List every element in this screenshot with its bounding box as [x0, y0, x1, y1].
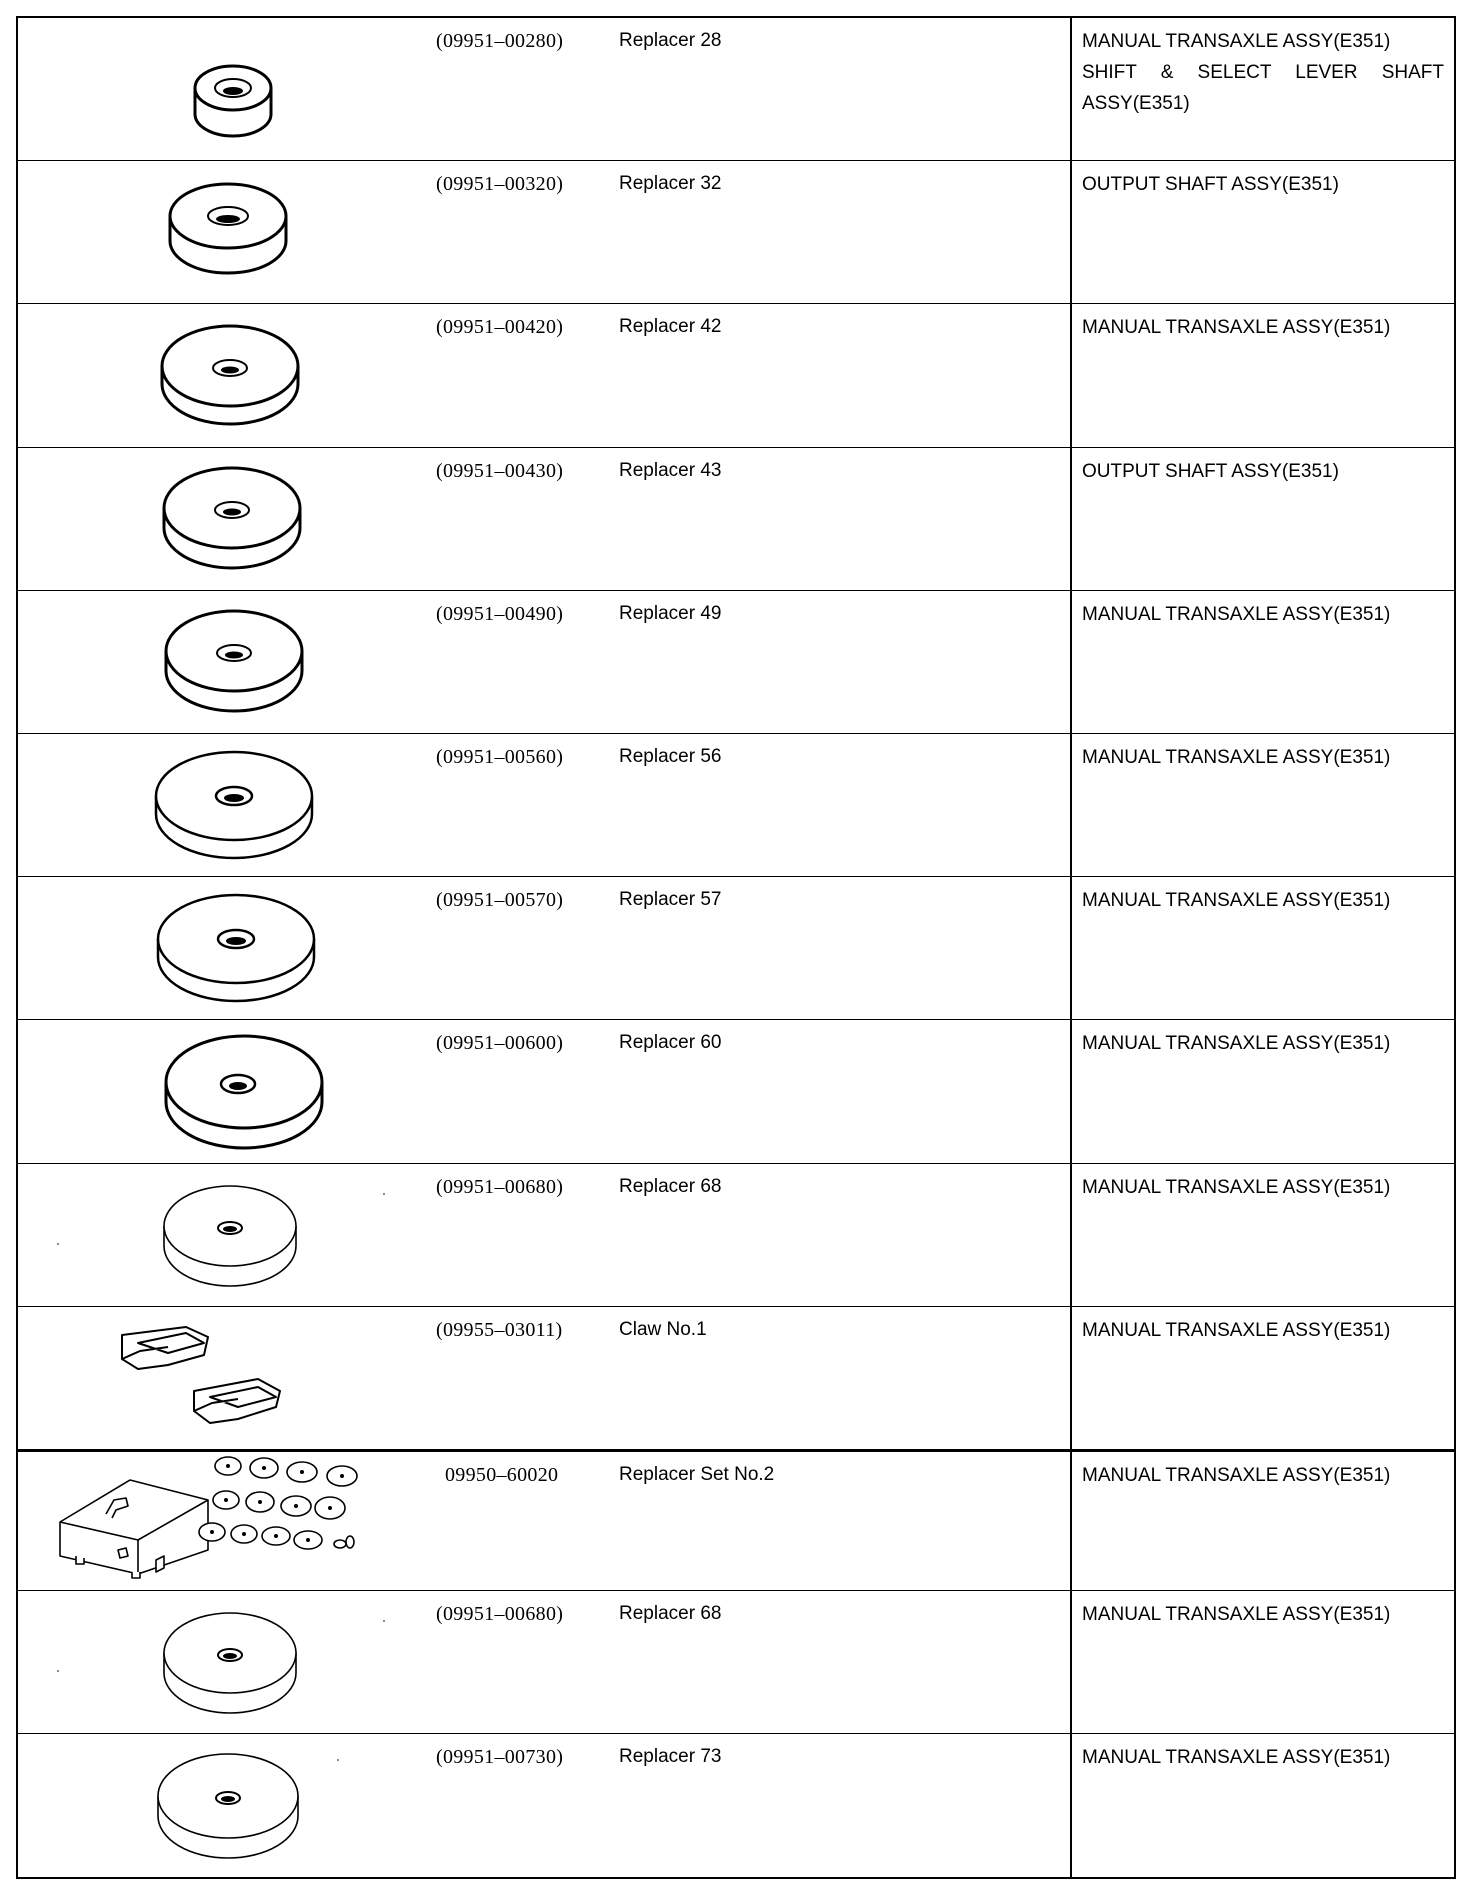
column-divider [1070, 1307, 1072, 1449]
column-divider [1070, 591, 1072, 733]
column-divider [1070, 161, 1072, 303]
column-divider [1070, 877, 1072, 1019]
column-divider [1070, 1452, 1072, 1590]
table-row [18, 591, 1454, 734]
part-number: (09951–00600) [436, 1032, 564, 1055]
part-number: (09951–00680) [436, 1175, 564, 1198]
usage-description [1082, 1742, 1444, 1773]
usage-description [1082, 1460, 1444, 1491]
usage-description [1082, 1599, 1444, 1630]
part-number: (09951–00680) [436, 1603, 564, 1626]
usage-line: ASSY(E351) [1082, 93, 1190, 114]
column-divider [1070, 1591, 1072, 1733]
part-number: (09951–00560) [436, 745, 564, 768]
table-row [18, 18, 1454, 161]
part-number: (09951–00420) [436, 316, 564, 339]
replacer-28-icon [18, 18, 398, 160]
usage-line: OUTPUT SHAFT ASSY(E351) [1082, 174, 1339, 196]
replacer-68-icon [18, 1164, 398, 1306]
usage-line: MANUAL TRANSAXLE ASSY(E351) [1082, 1747, 1391, 1769]
usage-line: OUTPUT SHAFT ASSY(E351) [1082, 460, 1339, 482]
tool-name: Replacer 57 [619, 889, 722, 911]
usage-line: MANUAL TRANSAXLE ASSY(E351) [1082, 1604, 1391, 1626]
usage-line: MANUAL TRANSAXLE ASSY(E351) [1082, 1033, 1391, 1055]
part-number: (09955–03011) [436, 1318, 563, 1341]
usage-line: MANUAL TRANSAXLE ASSY(E351) [1082, 1176, 1391, 1198]
usage-description [1082, 742, 1444, 773]
usage-description [1082, 1028, 1444, 1059]
part-number: (09951–00730) [436, 1746, 564, 1769]
table-row [18, 1164, 1454, 1307]
table-row [18, 1450, 1454, 1591]
replacer-57-icon [18, 877, 398, 1019]
usage-description [1082, 312, 1444, 343]
tool-name: Replacer Set No.2 [619, 1463, 775, 1485]
tool-name: Replacer 43 [619, 459, 722, 481]
tool-name: Replacer 60 [619, 1032, 722, 1054]
table-row [18, 1020, 1454, 1163]
usage-description [1082, 1172, 1444, 1203]
usage-description [1082, 1315, 1444, 1346]
usage-line: MANUAL TRANSAXLE ASSY(E351) [1082, 1319, 1391, 1341]
usage-description [1082, 169, 1444, 200]
usage-line: MANUAL TRANSAXLE ASSY(E351) [1082, 317, 1391, 339]
usage-line: MANUAL TRANSAXLE ASSY(E351) [1082, 890, 1391, 912]
tool-name: Replacer 68 [619, 1175, 722, 1197]
replacer-32-icon [18, 161, 398, 303]
table-row [18, 304, 1454, 447]
usage-line: MANUAL TRANSAXLE ASSY(E351) [1082, 1464, 1391, 1486]
part-number: (09951–00570) [436, 889, 564, 912]
column-divider [1070, 18, 1072, 160]
tool-name: Replacer 68 [619, 1603, 722, 1625]
tool-name: Replacer 32 [619, 173, 722, 195]
table-row [18, 877, 1454, 1020]
part-number: (09951–00490) [436, 602, 564, 625]
replacer-68-icon [18, 1591, 398, 1733]
replacer-56-icon [18, 734, 398, 876]
tool-name: Replacer 28 [619, 30, 722, 51]
column-divider [1070, 1734, 1072, 1877]
usage-line: SHIFT & SELECT LEVER SHAFT [1082, 62, 1444, 83]
column-divider [1070, 734, 1072, 876]
usage-description [1082, 26, 1444, 119]
part-number: (09951–00280) [436, 30, 564, 52]
replacer-42-icon [18, 304, 398, 446]
claw-icon [18, 1307, 398, 1449]
tool-name: Claw No.1 [619, 1318, 707, 1340]
usage-description [1082, 456, 1444, 487]
table-row [18, 1307, 1454, 1450]
table-row [18, 1734, 1454, 1877]
usage-line: MANUAL TRANSAXLE ASSY(E351) [1082, 31, 1391, 52]
replacer-43-icon [18, 448, 398, 590]
replacer-60-icon [18, 1020, 398, 1162]
tool-name: Replacer 49 [619, 602, 722, 624]
part-number: (09951–00320) [436, 173, 564, 196]
tool-name: Replacer 56 [619, 745, 722, 767]
column-divider [1070, 448, 1072, 590]
table-row [18, 161, 1454, 304]
usage-line: MANUAL TRANSAXLE ASSY(E351) [1082, 746, 1391, 768]
column-divider [1070, 1020, 1072, 1162]
table-row [18, 1591, 1454, 1734]
usage-description [1082, 599, 1444, 630]
tool-name: Replacer 73 [619, 1746, 722, 1768]
column-divider [1070, 304, 1072, 446]
replacer-set-icon [18, 1452, 398, 1590]
column-divider [1070, 1164, 1072, 1306]
usage-line: MANUAL TRANSAXLE ASSY(E351) [1082, 603, 1391, 625]
replacer-73-icon [18, 1734, 398, 1877]
part-number: (09951–00430) [436, 459, 564, 482]
special-service-tools-table [16, 16, 1456, 1879]
part-number: 09950–60020 [445, 1463, 559, 1486]
usage-description [1082, 885, 1444, 916]
table-row [18, 448, 1454, 591]
table-row [18, 734, 1454, 877]
tool-name: Replacer 42 [619, 316, 722, 338]
replacer-49-icon [18, 591, 398, 733]
